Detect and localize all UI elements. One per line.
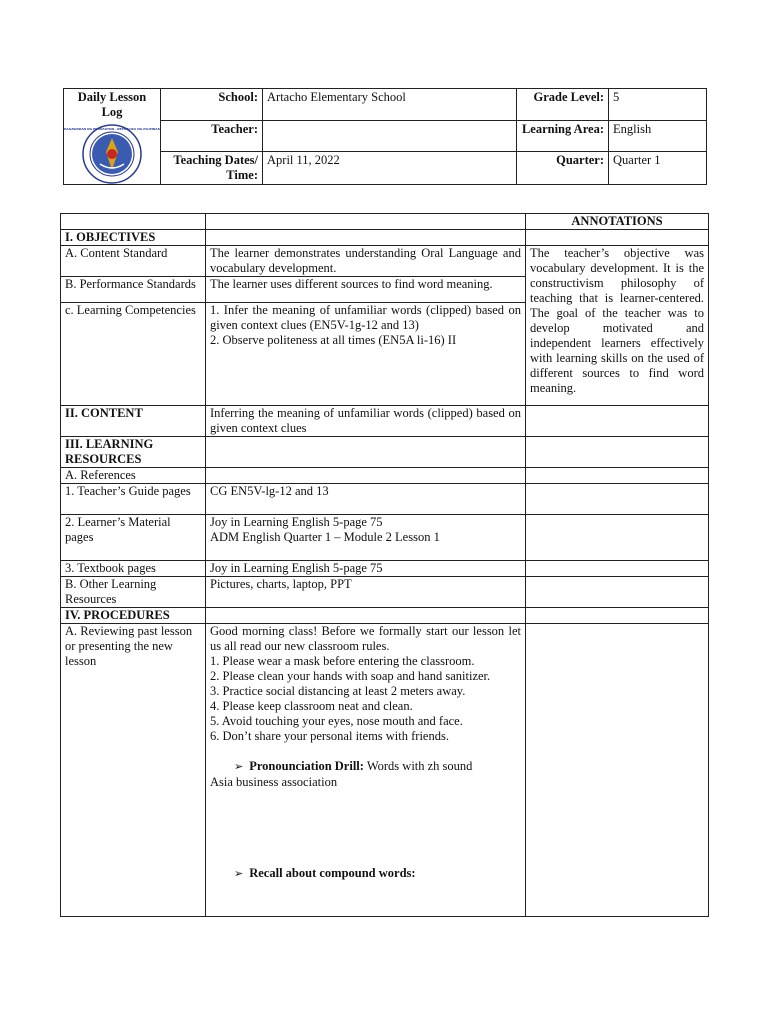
learners-material-line-2: ADM English Quarter 1 – Module 2 Lesson 1 bbox=[210, 530, 440, 544]
recall-label: Recall about compound words: bbox=[249, 866, 416, 880]
dates-label: Teaching Dates/ Time: bbox=[161, 152, 263, 185]
recall-line bbox=[210, 866, 521, 882]
objectives-heading: I. OBJECTIVES bbox=[61, 230, 206, 246]
rule-item: 5. Avoid touching your eyes, nose mouth and face. bbox=[210, 714, 463, 728]
procedures-heading: IV. PROCEDURES bbox=[61, 608, 206, 624]
textbook-label: 3. Textbook pages bbox=[61, 561, 206, 577]
drill-words: Asia business association bbox=[210, 775, 338, 789]
learners-material-label: 2. Learner’s Material pages bbox=[61, 515, 206, 561]
drill-label: Pronounciation Drill: bbox=[249, 759, 364, 773]
learning-area-label: Learning Area: bbox=[517, 120, 609, 152]
competency-2: 2. Observe politeness at all times (EN5A li-16) II bbox=[210, 333, 457, 347]
textbook-value: Joy in Learning English 5-page 75 bbox=[206, 561, 526, 577]
reviewing-label: A. Reviewing past lesson or presenting the new lesson bbox=[61, 624, 206, 917]
rule-item: 3. Practice social distancing at least 2 meters away. bbox=[210, 684, 466, 698]
learners-material-value bbox=[206, 515, 526, 561]
content-standard-value: The learner demonstrates understanding Oral Language and vocabulary development. bbox=[206, 246, 526, 277]
teacher-label: Teacher: bbox=[161, 120, 263, 152]
performance-standards-value: The learner uses different sources to find word meaning. bbox=[206, 277, 526, 303]
teacher-value bbox=[263, 120, 517, 152]
rule-item: 1. Please wear a mask before entering the classroom. bbox=[210, 654, 475, 668]
learning-competencies-label: c. Learning Competencies bbox=[61, 303, 206, 406]
references-label: A. References bbox=[61, 468, 206, 484]
header-table bbox=[63, 88, 707, 185]
learning-resources-heading: III. LEARNING RESOURCES bbox=[61, 437, 206, 468]
quarter-label: Quarter: bbox=[517, 152, 609, 185]
deped-seal-icon bbox=[64, 124, 160, 184]
performance-standards-label: B. Performance Standards bbox=[61, 277, 206, 303]
review-intro: Good morning class! Before we formally start our lesson let us all read our new classroom rules. bbox=[210, 624, 521, 653]
rule-item: 4. Please keep classroom neat and clean. bbox=[210, 699, 413, 713]
annotation-objective: The teacher’s objective was vocabulary development. It is the constructivism philosophy of teaching that is learner-centered. The goal of the teacher was to develop motivated and independent learners effectively with learning skills on the used of different sources to find word meaning. bbox=[526, 246, 709, 406]
dates-value: April 11, 2022 bbox=[263, 152, 517, 185]
content-value: Inferring the meaning of unfamiliar words (clipped) based on given context clues bbox=[206, 406, 526, 437]
annotations-header: ANNOTATIONS bbox=[526, 214, 709, 230]
drill-line bbox=[210, 759, 521, 775]
log-title-cell bbox=[64, 89, 161, 185]
learners-material-line-1: Joy in Learning English 5-page 75 bbox=[210, 515, 383, 529]
teachers-guide-value: CG EN5V-lg-12 and 13 bbox=[206, 484, 526, 515]
competency-1: 1. Infer the meaning of unfamiliar words (clipped) based on given context clues (EN5V-1g-12 and 13) bbox=[210, 303, 521, 332]
school-label: School: bbox=[161, 89, 263, 121]
log-title: Daily Lesson Log bbox=[77, 90, 147, 119]
quarter-value: Quarter 1 bbox=[609, 152, 707, 185]
rule-item: 6. Don’t share your personal items with friends. bbox=[210, 729, 449, 743]
drill-text: Words with zh sound bbox=[363, 759, 473, 773]
seal-text: KAGAWARAN NG EDUKASYON · REPUBLIKA NG PILIPINAS bbox=[64, 127, 160, 131]
learning-area-value: English bbox=[609, 120, 707, 152]
other-resources-label: B. Other Learning Resources bbox=[61, 577, 206, 608]
reviewing-content bbox=[206, 624, 526, 917]
lesson-table bbox=[60, 213, 709, 917]
arrow-bullet-icon: ➢ bbox=[234, 761, 244, 773]
grade-value: 5 bbox=[609, 89, 707, 121]
content-standard-label: A. Content Standard bbox=[61, 246, 206, 277]
other-resources-value: Pictures, charts, laptop, PPT bbox=[206, 577, 526, 608]
teachers-guide-label: 1. Teacher’s Guide pages bbox=[61, 484, 206, 515]
rule-item: 2. Please clean your hands with soap and hand sanitizer. bbox=[210, 669, 491, 683]
school-value: Artacho Elementary School bbox=[263, 89, 517, 121]
content-heading: II. CONTENT bbox=[61, 406, 206, 437]
arrow-bullet-icon: ➢ bbox=[234, 868, 244, 880]
grade-label: Grade Level: bbox=[517, 89, 609, 121]
learning-competencies-value bbox=[206, 303, 526, 406]
